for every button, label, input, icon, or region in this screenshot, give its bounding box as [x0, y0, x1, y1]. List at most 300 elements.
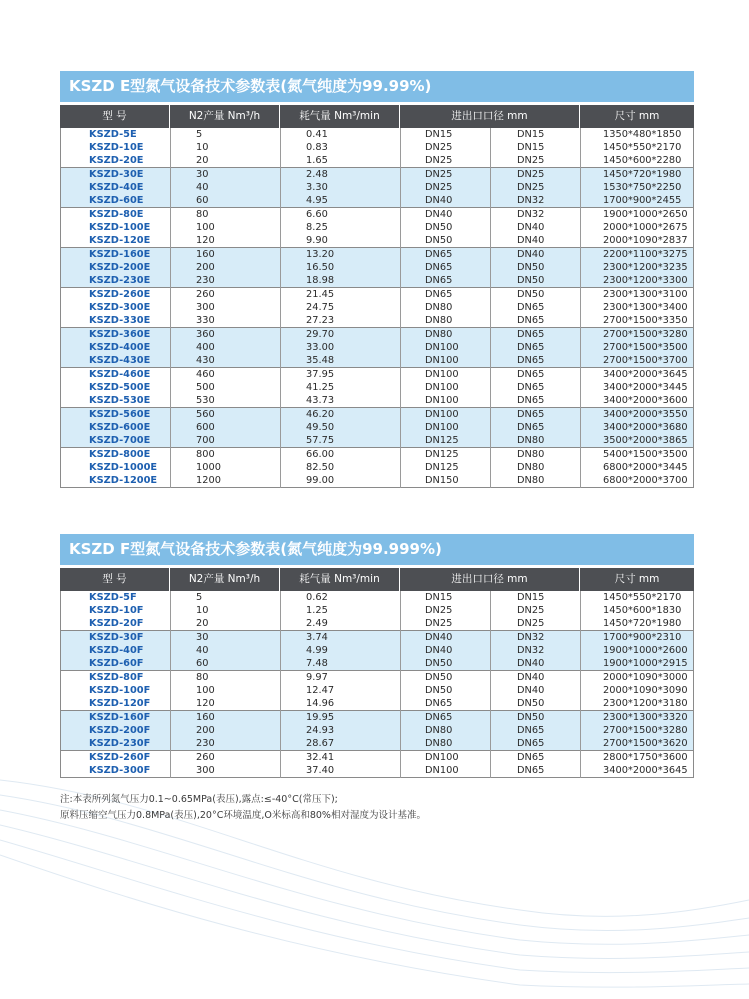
- cell-inlet: DN65: [425, 275, 453, 286]
- cell-outlet: DN32: [517, 632, 545, 643]
- cell-n2-output: 230: [196, 738, 215, 749]
- cell-air-consumption: 37.95: [306, 369, 335, 380]
- table-row: [60, 341, 694, 354]
- cell-inlet: DN15: [425, 592, 453, 603]
- table-row: [60, 221, 694, 234]
- row-group: [60, 751, 694, 778]
- cell-inlet: DN50: [425, 658, 453, 669]
- table-row: [60, 368, 694, 381]
- table-border: [60, 591, 61, 778]
- cell-dimensions: 2700*1500*3280: [603, 725, 688, 736]
- cell-outlet: DN25: [517, 155, 545, 166]
- cell-model: KSZD-1000E: [89, 462, 158, 473]
- table-border: [693, 591, 694, 778]
- cell-inlet: DN100: [425, 422, 459, 433]
- cell-dimensions: 1450*550*2170: [603, 592, 682, 603]
- cell-dimensions: 1450*600*2280: [603, 155, 682, 166]
- cell-inlet: DN40: [425, 632, 453, 643]
- header-model: 型 号: [60, 568, 170, 591]
- cell-air-consumption: 46.20: [306, 409, 335, 420]
- cell-inlet: DN100: [425, 752, 459, 763]
- cell-inlet: DN100: [425, 355, 459, 366]
- cell-n2-output: 200: [196, 725, 215, 736]
- cell-n2-output: 100: [196, 222, 215, 233]
- table-row: [60, 181, 694, 194]
- cell-n2-output: 1000: [196, 462, 221, 473]
- cell-air-consumption: 12.47: [306, 685, 335, 696]
- table-row: [60, 461, 694, 474]
- cell-n2-output: 800: [196, 449, 215, 460]
- cell-outlet: DN65: [517, 382, 545, 393]
- cell-model: KSZD-260F: [89, 752, 151, 763]
- cell-air-consumption: 57.75: [306, 435, 335, 446]
- cell-n2-output: 1200: [196, 475, 221, 486]
- table-header: [60, 568, 694, 591]
- cell-inlet: DN25: [425, 169, 453, 180]
- cell-air-consumption: 4.95: [306, 195, 328, 206]
- table-row: [60, 764, 694, 777]
- cell-inlet: DN25: [425, 618, 453, 629]
- cell-outlet: DN50: [517, 275, 545, 286]
- cell-n2-output: 20: [196, 618, 209, 629]
- cell-inlet: DN150: [425, 475, 459, 486]
- table-row: [60, 194, 694, 207]
- cell-outlet: DN65: [517, 315, 545, 326]
- cell-dimensions: 2300*1200*3235: [603, 262, 688, 273]
- cell-outlet: DN80: [517, 435, 545, 446]
- cell-outlet: DN25: [517, 169, 545, 180]
- cell-n2-output: 30: [196, 169, 209, 180]
- table-body: [60, 591, 694, 778]
- cell-dimensions: 1900*1000*2650: [603, 209, 688, 220]
- cell-outlet: DN80: [517, 475, 545, 486]
- cell-dimensions: 1900*1000*2600: [603, 645, 688, 656]
- cell-n2-output: 120: [196, 235, 215, 246]
- cell-outlet: DN32: [517, 645, 545, 656]
- cell-model: KSZD-530E: [89, 395, 151, 406]
- footnote-line: 原料压缩空气压力0.8MPa(表压),20°C环境温度,O米标高和80%相对湿度为设计基准。: [60, 810, 426, 821]
- cell-outlet: DN65: [517, 765, 545, 776]
- cell-dimensions: 3400*2000*3550: [603, 409, 688, 420]
- cell-dimensions: 3400*2000*3680: [603, 422, 688, 433]
- cell-model: KSZD-360E: [89, 329, 151, 340]
- cell-model: KSZD-100F: [89, 685, 151, 696]
- cell-inlet: DN65: [425, 289, 453, 300]
- cell-model: KSZD-100E: [89, 222, 151, 233]
- cell-inlet: DN80: [425, 738, 453, 749]
- cell-n2-output: 160: [196, 249, 215, 260]
- cell-air-consumption: 99.00: [306, 475, 335, 486]
- column-divider: [490, 128, 491, 488]
- table-row: [60, 248, 694, 261]
- cell-air-consumption: 37.40: [306, 765, 335, 776]
- cell-model: KSZD-160E: [89, 249, 151, 260]
- cell-model: KSZD-40E: [89, 182, 144, 193]
- row-group: [60, 168, 694, 208]
- table-row: [60, 408, 694, 421]
- cell-model: KSZD-5E: [89, 129, 137, 140]
- cell-model: KSZD-20E: [89, 155, 144, 166]
- cell-model: KSZD-300E: [89, 302, 151, 313]
- cell-model: KSZD-60E: [89, 195, 144, 206]
- cell-model: KSZD-10E: [89, 142, 144, 153]
- cell-inlet: DN80: [425, 302, 453, 313]
- cell-air-consumption: 3.30: [306, 182, 328, 193]
- cell-dimensions: 3400*2000*3645: [603, 765, 688, 776]
- table-row: [60, 684, 694, 697]
- cell-model: KSZD-560E: [89, 409, 151, 420]
- table-row: [60, 604, 694, 617]
- cell-air-consumption: 35.48: [306, 355, 335, 366]
- cell-outlet: DN65: [517, 422, 545, 433]
- cell-model: KSZD-120F: [89, 698, 151, 709]
- cell-air-consumption: 18.98: [306, 275, 335, 286]
- cell-inlet: DN100: [425, 409, 459, 420]
- cell-model: KSZD-80E: [89, 209, 144, 220]
- cell-outlet: DN80: [517, 449, 545, 460]
- cell-model: KSZD-230E: [89, 275, 151, 286]
- cell-air-consumption: 0.41: [306, 129, 328, 140]
- cell-air-consumption: 3.74: [306, 632, 328, 643]
- cell-inlet: DN125: [425, 449, 459, 460]
- cell-air-consumption: 27.23: [306, 315, 335, 326]
- header-n2-output: N2产量 Nm³/h: [170, 105, 280, 128]
- cell-model: KSZD-10F: [89, 605, 144, 616]
- cell-inlet: DN25: [425, 142, 453, 153]
- cell-n2-output: 100: [196, 685, 215, 696]
- cell-inlet: DN40: [425, 195, 453, 206]
- cell-n2-output: 460: [196, 369, 215, 380]
- cell-n2-output: 20: [196, 155, 209, 166]
- cell-model: KSZD-160F: [89, 712, 151, 723]
- cell-inlet: DN25: [425, 605, 453, 616]
- cell-air-consumption: 19.95: [306, 712, 335, 723]
- header-n2-output: N2产量 Nm³/h: [170, 568, 280, 591]
- cell-n2-output: 30: [196, 632, 209, 643]
- cell-n2-output: 430: [196, 355, 215, 366]
- cell-model: KSZD-500E: [89, 382, 151, 393]
- cell-model: KSZD-430E: [89, 355, 151, 366]
- cell-model: KSZD-5F: [89, 592, 137, 603]
- table-row: [60, 314, 694, 327]
- table-row: [60, 301, 694, 314]
- cell-air-consumption: 1.65: [306, 155, 328, 166]
- spec-table: [60, 105, 694, 488]
- table-row: [60, 697, 694, 710]
- table-row: [60, 644, 694, 657]
- cell-air-consumption: 1.25: [306, 605, 328, 616]
- cell-dimensions: 2800*1750*3600: [603, 752, 688, 763]
- cell-outlet: DN40: [517, 249, 545, 260]
- header-port-size: 进出口口径 mm: [400, 568, 580, 591]
- cell-n2-output: 560: [196, 409, 215, 420]
- table-row: [60, 434, 694, 447]
- table-row: [60, 328, 694, 341]
- cell-n2-output: 300: [196, 302, 215, 313]
- cell-air-consumption: 8.25: [306, 222, 328, 233]
- cell-n2-output: 60: [196, 195, 209, 206]
- cell-inlet: DN25: [425, 182, 453, 193]
- cell-n2-output: 40: [196, 182, 209, 193]
- cell-inlet: DN125: [425, 462, 459, 473]
- table-row: [60, 288, 694, 301]
- cell-air-consumption: 82.50: [306, 462, 335, 473]
- table-row: [60, 591, 694, 604]
- cell-air-consumption: 21.45: [306, 289, 335, 300]
- table-row: [60, 354, 694, 367]
- cell-n2-output: 160: [196, 712, 215, 723]
- row-group: [60, 128, 694, 168]
- cell-air-consumption: 24.93: [306, 725, 335, 736]
- cell-model: KSZD-200E: [89, 262, 151, 273]
- cell-dimensions: 3500*2000*3865: [603, 435, 688, 446]
- column-divider: [170, 128, 171, 488]
- cell-dimensions: 6800*2000*3445: [603, 462, 688, 473]
- cell-air-consumption: 33.00: [306, 342, 335, 353]
- cell-dimensions: 2300*1200*3180: [603, 698, 688, 709]
- table-row: [60, 711, 694, 724]
- cell-outlet: DN25: [517, 618, 545, 629]
- table-row: [60, 421, 694, 434]
- cell-dimensions: 1700*900*2455: [603, 195, 682, 206]
- column-divider: [170, 591, 171, 778]
- table-row: [60, 234, 694, 247]
- cell-model: KSZD-300F: [89, 765, 151, 776]
- cell-n2-output: 230: [196, 275, 215, 286]
- cell-outlet: DN65: [517, 409, 545, 420]
- cell-n2-output: 200: [196, 262, 215, 273]
- table-border: [693, 128, 694, 488]
- cell-dimensions: 1450*550*2170: [603, 142, 682, 153]
- cell-outlet: DN40: [517, 685, 545, 696]
- cell-n2-output: 120: [196, 698, 215, 709]
- cell-outlet: DN40: [517, 672, 545, 683]
- cell-model: KSZD-400E: [89, 342, 151, 353]
- cell-dimensions: 1350*480*1850: [603, 129, 682, 140]
- cell-inlet: DN100: [425, 342, 459, 353]
- footnote-line: 注:本表所列氮气压力0.1~0.65MPa(表压),露点:≤-40°C(常压下);: [60, 794, 338, 805]
- cell-inlet: DN100: [425, 765, 459, 776]
- header-port-size: 进出口口径 mm: [400, 105, 580, 128]
- row-group: [60, 671, 694, 711]
- cell-air-consumption: 2.48: [306, 169, 328, 180]
- table-row: [60, 274, 694, 287]
- cell-n2-output: 300: [196, 765, 215, 776]
- table-row: [60, 448, 694, 461]
- cell-dimensions: 2700*1500*3620: [603, 738, 688, 749]
- table-title: KSZD F型氮气设备技术参数表(氮气纯度为99.999%): [60, 534, 694, 565]
- cell-model: KSZD-20F: [89, 618, 144, 629]
- table-row: [60, 208, 694, 221]
- cell-air-consumption: 66.00: [306, 449, 335, 460]
- table-row: [60, 737, 694, 750]
- cell-model: KSZD-40F: [89, 645, 144, 656]
- cell-inlet: DN50: [425, 235, 453, 246]
- cell-outlet: DN80: [517, 462, 545, 473]
- cell-inlet: DN40: [425, 645, 453, 656]
- cell-n2-output: 60: [196, 658, 209, 669]
- cell-outlet: DN32: [517, 195, 545, 206]
- cell-dimensions: 1900*1000*2915: [603, 658, 688, 669]
- cell-n2-output: 5: [196, 129, 203, 140]
- cell-air-consumption: 14.96: [306, 698, 335, 709]
- row-group: [60, 328, 694, 368]
- cell-outlet: DN65: [517, 329, 545, 340]
- cell-air-consumption: 4.99: [306, 645, 328, 656]
- cell-air-consumption: 2.49: [306, 618, 328, 629]
- row-group: [60, 368, 694, 408]
- cell-model: KSZD-30F: [89, 632, 144, 643]
- table-row: [60, 168, 694, 181]
- cell-outlet: DN15: [517, 142, 545, 153]
- cell-air-consumption: 13.20: [306, 249, 335, 260]
- cell-outlet: DN50: [517, 289, 545, 300]
- header-dimensions: 尺寸 mm: [614, 110, 660, 122]
- column-divider: [400, 591, 401, 778]
- row-group: [60, 408, 694, 448]
- cell-dimensions: 2000*1090*3000: [603, 672, 688, 683]
- cell-outlet: DN65: [517, 395, 545, 406]
- cell-inlet: DN50: [425, 222, 453, 233]
- cell-outlet: DN40: [517, 222, 545, 233]
- cell-inlet: DN25: [425, 155, 453, 166]
- cell-model: KSZD-1200E: [89, 475, 158, 486]
- cell-dimensions: 1450*600*1830: [603, 605, 682, 616]
- table-row: [60, 657, 694, 670]
- table-body: [60, 128, 694, 488]
- table-row: [60, 141, 694, 154]
- cell-outlet: DN65: [517, 342, 545, 353]
- column-divider: [580, 128, 581, 488]
- cell-air-consumption: 41.25: [306, 382, 335, 393]
- column-divider: [280, 128, 281, 488]
- table-header: [60, 105, 694, 128]
- cell-inlet: DN65: [425, 698, 453, 709]
- header-air-consumption: 耗气量 Nm³/min: [280, 105, 400, 128]
- cell-air-consumption: 0.83: [306, 142, 328, 153]
- cell-inlet: DN125: [425, 435, 459, 446]
- spec-table: [60, 568, 694, 778]
- cell-outlet: DN65: [517, 369, 545, 380]
- cell-n2-output: 600: [196, 422, 215, 433]
- table-row: [60, 381, 694, 394]
- cell-inlet: DN65: [425, 262, 453, 273]
- cell-n2-output: 360: [196, 329, 215, 340]
- cell-dimensions: 2300*1200*3300: [603, 275, 688, 286]
- cell-air-consumption: 28.67: [306, 738, 335, 749]
- header-air-consumption: 耗气量 Nm³/min: [280, 568, 400, 591]
- cell-air-consumption: 16.50: [306, 262, 335, 273]
- cell-outlet: DN65: [517, 752, 545, 763]
- cell-outlet: DN25: [517, 182, 545, 193]
- table-row: [60, 617, 694, 630]
- row-group: [60, 448, 694, 488]
- cell-n2-output: 400: [196, 342, 215, 353]
- cell-n2-output: 10: [196, 605, 209, 616]
- column-divider: [490, 591, 491, 778]
- table-row: [60, 261, 694, 274]
- row-group: [60, 591, 694, 631]
- column-divider: [580, 591, 581, 778]
- cell-n2-output: 260: [196, 289, 215, 300]
- cell-outlet: DN32: [517, 209, 545, 220]
- cell-model: KSZD-800E: [89, 449, 151, 460]
- cell-inlet: DN65: [425, 712, 453, 723]
- table-section-e: [60, 71, 694, 488]
- cell-air-consumption: 24.75: [306, 302, 335, 313]
- cell-model: KSZD-330E: [89, 315, 151, 326]
- table-title: KSZD E型氮气设备技术参数表(氮气纯度为99.99%): [60, 71, 694, 102]
- cell-dimensions: 1530*750*2250: [603, 182, 682, 193]
- cell-n2-output: 80: [196, 672, 209, 683]
- table-row: [60, 751, 694, 764]
- table-row: [60, 671, 694, 684]
- cell-air-consumption: 9.90: [306, 235, 328, 246]
- cell-air-consumption: 43.73: [306, 395, 335, 406]
- cell-model: KSZD-60F: [89, 658, 144, 669]
- cell-inlet: DN100: [425, 395, 459, 406]
- cell-outlet: DN15: [517, 129, 545, 140]
- cell-inlet: DN80: [425, 329, 453, 340]
- cell-dimensions: 3400*2000*3600: [603, 395, 688, 406]
- row-group: [60, 288, 694, 328]
- cell-outlet: DN40: [517, 235, 545, 246]
- cell-dimensions: 2000*1090*2837: [603, 235, 688, 246]
- cell-dimensions: 2000*1000*2675: [603, 222, 688, 233]
- table-section-f: [60, 534, 694, 778]
- table-row: [60, 154, 694, 167]
- cell-outlet: DN65: [517, 302, 545, 313]
- cell-dimensions: 2300*1300*3320: [603, 712, 688, 723]
- cell-outlet: DN65: [517, 738, 545, 749]
- cell-inlet: DN80: [425, 725, 453, 736]
- cell-inlet: DN80: [425, 315, 453, 326]
- cell-model: KSZD-460E: [89, 369, 151, 380]
- cell-dimensions: 1450*720*1980: [603, 169, 682, 180]
- cell-n2-output: 260: [196, 752, 215, 763]
- column-divider: [280, 591, 281, 778]
- cell-n2-output: 700: [196, 435, 215, 446]
- cell-dimensions: 2000*1090*3090: [603, 685, 688, 696]
- table-border: [60, 128, 61, 488]
- cell-outlet: DN15: [517, 592, 545, 603]
- cell-dimensions: 5400*1500*3500: [603, 449, 688, 460]
- cell-model: KSZD-120E: [89, 235, 151, 246]
- cell-air-consumption: 6.60: [306, 209, 328, 220]
- cell-dimensions: 1700*900*2310: [603, 632, 682, 643]
- cell-air-consumption: 32.41: [306, 752, 335, 763]
- cell-dimensions: 2200*1100*3275: [603, 249, 688, 260]
- cell-model: KSZD-200F: [89, 725, 151, 736]
- cell-n2-output: 530: [196, 395, 215, 406]
- cell-dimensions: 2700*1500*3280: [603, 329, 688, 340]
- row-group: [60, 711, 694, 751]
- cell-n2-output: 500: [196, 382, 215, 393]
- table-row: [60, 128, 694, 141]
- table-row: [60, 724, 694, 737]
- cell-outlet: DN40: [517, 658, 545, 669]
- cell-inlet: DN100: [425, 369, 459, 380]
- cell-air-consumption: 9.97: [306, 672, 328, 683]
- row-group: [60, 248, 694, 288]
- cell-model: KSZD-80F: [89, 672, 144, 683]
- header-dimensions: 尺寸 mm: [614, 573, 660, 585]
- cell-outlet: DN25: [517, 605, 545, 616]
- cell-dimensions: 2300*1300*3100: [603, 289, 688, 300]
- cell-outlet: DN65: [517, 355, 545, 366]
- cell-dimensions: 2300*1300*3400: [603, 302, 688, 313]
- cell-air-consumption: 7.48: [306, 658, 328, 669]
